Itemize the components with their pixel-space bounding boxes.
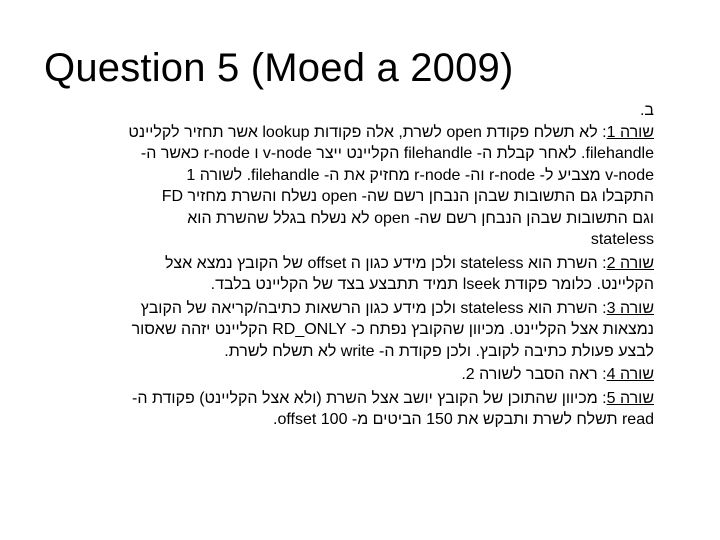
row-1-line-5: וגם התשובות שבהן הנבחן רשם שה- open לא נשלח בגלל שהשרת הוא bbox=[187, 209, 654, 227]
row-2-answer bbox=[22, 253, 654, 296]
row-5-line-2: read תשלח לשרת ותבקש את 150 הביטים מ- offset 100. bbox=[273, 411, 654, 428]
answer-body bbox=[22, 100, 654, 431]
row-5-label: שורה 5 bbox=[606, 389, 654, 407]
row-4-line-1: שורה 4: ראה הסבר לשורה 2. bbox=[461, 366, 654, 383]
row-2-line-1: שורה 2: השרת הוא stateless ולכן מידע כגון ה offset של הקובץ נמצא אצל bbox=[164, 254, 654, 272]
row-1-line-1: שורה 1: לא תשלח פקודת open לשרת, אלה פקודות lookup אשר תחזיר לקליינט bbox=[128, 123, 654, 141]
row-2-line-2: הקליינט. כלומר פקודת lseek תמיד תתבצע בצד של הקליינט בלבד. bbox=[210, 276, 654, 293]
row-1-line-6: stateless bbox=[590, 231, 654, 248]
row-1-line-2: filehandle. לאחר קבלת ה- filehandle הקליינט ייצר v-node ו r-node כאשר ה- bbox=[140, 145, 654, 162]
row-3-line-2: נמצאות אצל הקליינט. מכיוון שהקובץ נפתח כ- RD_ONLY הקליינט יזהה שאסור bbox=[131, 321, 654, 338]
row-1-label: שורה 1 bbox=[606, 123, 654, 141]
row-4-label: שורה 4 bbox=[606, 366, 654, 383]
row-3-line-1: שורה 3: השרת הוא stateless ולכן מידע כגון הרשאות כתיבה/קריאה של הקובץ bbox=[140, 299, 654, 317]
slide-title: Question 5 (Moed a 2009) bbox=[44, 46, 514, 90]
section-marker: ב. bbox=[639, 102, 654, 119]
row-2-label: שורה 2 bbox=[606, 254, 654, 272]
row-5-answer bbox=[22, 388, 654, 431]
row-3-label: שורה 3 bbox=[606, 299, 654, 317]
row-1-line-3: v-node מצביע ל- r-node וה- r-node מחזיק את ה- filehandle. לשורה 1 bbox=[186, 166, 654, 184]
row-3-answer bbox=[22, 298, 654, 363]
row-1-answer bbox=[22, 122, 654, 251]
row-5-line-1: שורה 5: מכיוון שהתוכן של הקובץ יושב אצל השרת (ולא אצל הקליינט) פקודת ה- bbox=[132, 389, 654, 407]
row-1-line-4: התקבלו גם התשובות שבהן הנבחן רשם שה- open נשלח והשרת מחזיר FD bbox=[161, 188, 654, 205]
row-4-answer bbox=[22, 364, 654, 386]
row-3-line-3: לבצע פעולת כתיבה לקובץ. ולכן פקודת ה- write לא תשלח לשרת. bbox=[224, 342, 654, 360]
